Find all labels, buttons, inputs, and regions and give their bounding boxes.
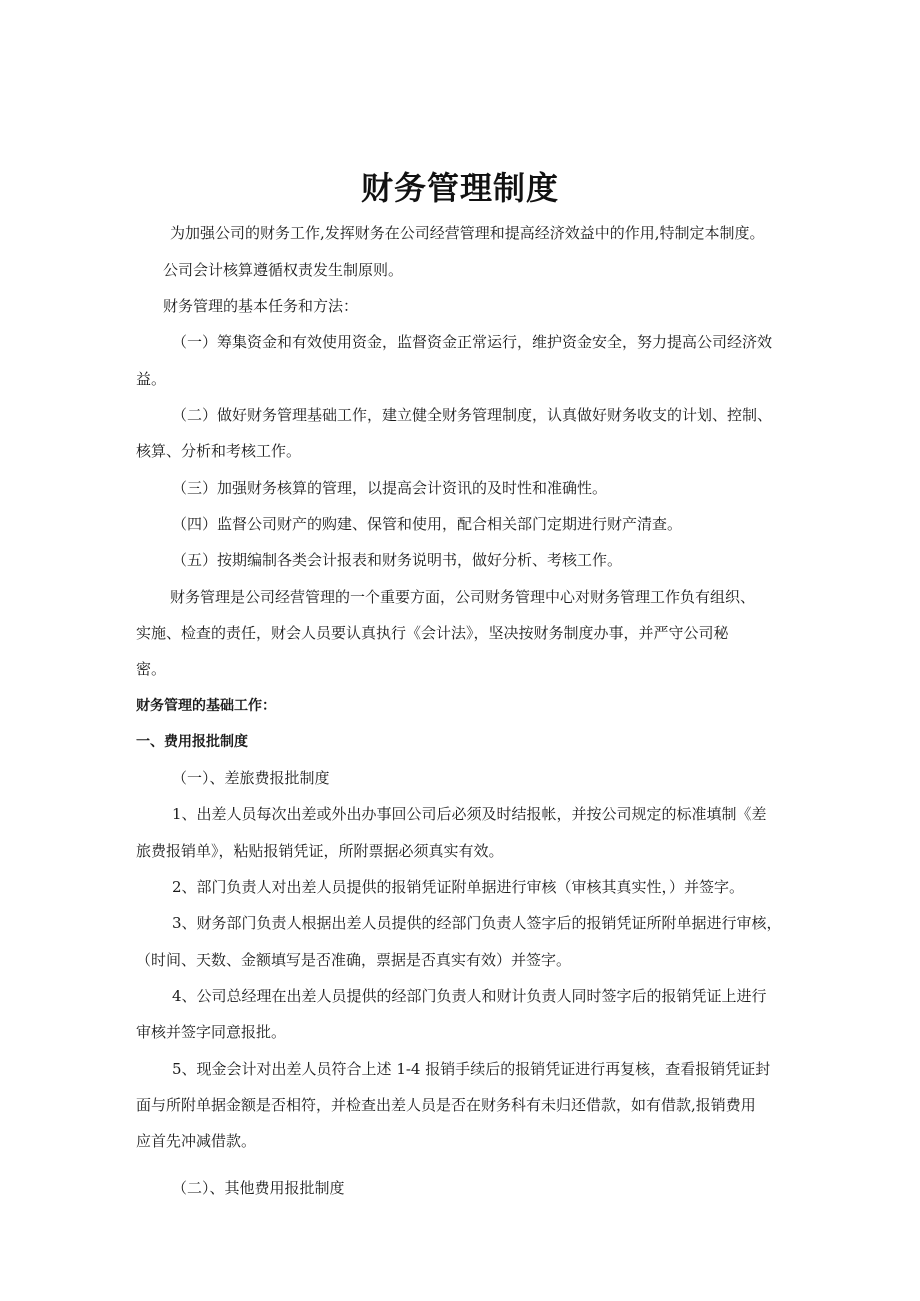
- paragraph-intro: 为加强公司的财务工作,发挥财务在公司经营管理和提高经济效益中的作用,特制定本制度。: [170, 224, 765, 242]
- item-4-line-1: 4、公司总经理在出差人员提供的经部门负责人和财计负责人同时签字后的报销凭证上进行: [172, 987, 767, 1005]
- task-2-line-2: 核算、分析和考核工作。: [136, 442, 302, 460]
- task-3: （三）加强财务核算的管理，以提高会计资讯的及时性和准确性。: [172, 479, 608, 497]
- item-2: 2、部门负责人对出差人员提供的报销凭证附单据进行审核（审核其真实性，）并签字。: [172, 878, 745, 896]
- basics-heading: 财务管理的基础工作：: [136, 698, 276, 714]
- task-4: （四）监督公司财产的购建、保管和使用，配合相关部门定期进行财产清查。: [172, 515, 683, 533]
- subsection-1-heading: （一）、差旅费报批制度: [172, 769, 330, 787]
- paragraph-principle: 公司会计核算遵循权责发生制原则。: [163, 261, 404, 279]
- tasks-heading: 财务管理的基本任务和方法：: [163, 297, 359, 315]
- role-line-2: 实施、检查的责任，财会人员要认真执行《会计法》，坚决按财务制度办事，并严守公司秘: [136, 624, 729, 642]
- task-5: （五）按期编制各类会计报表和财务说明书，做好分析、考核工作。: [172, 551, 623, 569]
- item-5-line-1: 5、现金会计对出差人员符合上述 1-4 报销手续后的报销凭证进行再复核，查看报销凭证封: [172, 1060, 771, 1078]
- task-1-line-1: （一）筹集资金和有效使用资金，监督资金正常运行，维护资金安全，努力提高公司经济效: [172, 333, 773, 351]
- task-1-line-2: 益。: [136, 370, 167, 388]
- page-title: 财务管理制度: [360, 169, 559, 207]
- item-1-line-1: 1、出差人员每次出差或外出办事回公司后必须及时结报帐，并按公司规定的标准填制《差: [172, 805, 767, 823]
- item-5-line-3: 应首先冲减借款。: [136, 1132, 257, 1150]
- role-line-3: 密。: [136, 660, 167, 678]
- item-3-line-1: 3、财务部门负责人根据出差人员提供的经部门负责人签字后的报销凭证所附单据进行审核，: [172, 914, 782, 932]
- item-1-line-2: 旅费报销单》，粘贴报销凭证，所附票据必须真实有效。: [136, 842, 504, 860]
- role-line-1: 财务管理是公司经营管理的一个重要方面，公司财务管理中心对财务管理工作负有组织、: [170, 588, 756, 606]
- item-5-line-2: 面与所附单据金额是否相符，并检查出差人员是否在财务科有未归还借款，如有借款,报销费用: [136, 1096, 756, 1114]
- section-1-heading: 一、费用报批制度: [136, 734, 248, 750]
- subsection-2-heading: （二）、其他费用报批制度: [172, 1179, 345, 1197]
- item-4-line-2: 审核并签字同意报批。: [136, 1023, 287, 1041]
- task-2-line-1: （二）做好财务管理基础工作，建立健全财务管理制度，认真做好财务收支的计划、控制、: [172, 406, 773, 424]
- item-3-line-2: （时间、天数、金额填写是否准确，票据是否真实有效）并签字。: [136, 951, 572, 969]
